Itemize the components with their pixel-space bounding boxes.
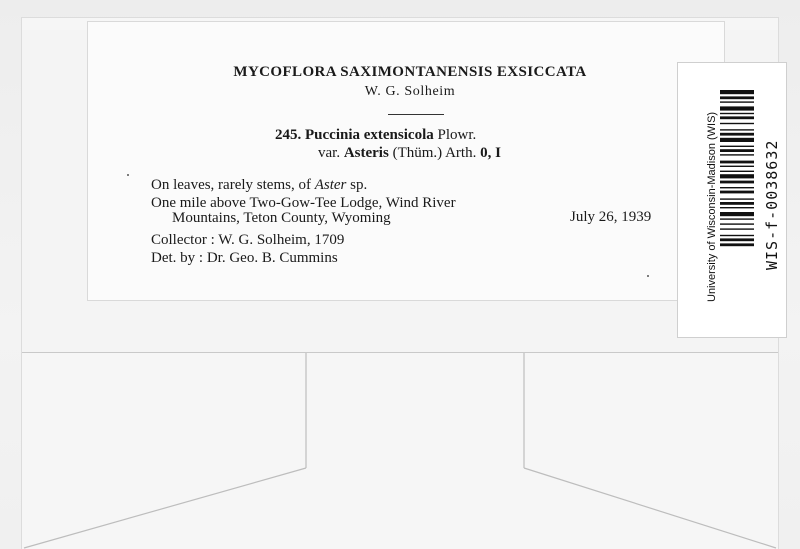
barcode-bar	[720, 129, 754, 130]
barcode-bar	[720, 123, 754, 124]
dust-speck	[127, 174, 129, 176]
barcode-bar	[720, 187, 754, 188]
barcode-bar	[720, 228, 754, 229]
barcode-bar	[720, 202, 754, 205]
barcode-bar	[720, 238, 754, 241]
barcode-bar	[720, 174, 754, 178]
series-author: W. G. Solheim	[364, 84, 456, 99]
barcode-bar	[720, 243, 754, 246]
barcode-bar	[720, 113, 754, 114]
barcode-bar	[720, 90, 754, 94]
barcode-bar	[720, 218, 754, 219]
collection-date: July 26, 1939	[570, 209, 652, 225]
barcode-bar	[720, 154, 754, 155]
variety-authority: (Thüm.) Arth.	[392, 145, 477, 161]
barcode-bar	[720, 207, 754, 208]
barcode-bar	[720, 166, 754, 167]
barcode-bar	[720, 101, 754, 102]
title-divider	[388, 114, 444, 115]
determiner-line: Det. by : Dr. Geo. B. Cummins	[151, 250, 338, 266]
barcode-bar	[720, 223, 754, 224]
series-title: MYCOFLORA SAXIMONTANENSIS EXSICCATA	[233, 64, 587, 80]
barcode-id: WIS-f-0038632	[763, 139, 781, 270]
host-line	[151, 177, 367, 194]
barcode-bar	[720, 161, 754, 164]
barcode-icon	[720, 90, 754, 310]
species-line	[275, 127, 476, 144]
barcode-bar	[720, 146, 754, 147]
barcode-bar	[720, 212, 754, 216]
barcode-bar	[720, 235, 754, 236]
barcode-bar	[720, 181, 754, 184]
barcode-institution: University of Wisconsin-Madison (WIS)	[706, 111, 718, 302]
spore-stages: 0, I	[480, 145, 501, 161]
barcode-bar	[720, 133, 754, 136]
locality-line-1: One mile above Two-Gow-Tee Lodge, Wind River	[151, 195, 456, 211]
variety-prefix: var.	[318, 145, 341, 161]
barcode-bar	[720, 106, 754, 110]
barcode-bar	[720, 138, 754, 142]
specimen-number: 245.	[275, 127, 302, 143]
barcode-bar	[720, 96, 754, 99]
collector-line: Collector : W. G. Solheim, 1709	[151, 232, 345, 248]
barcode-bar	[720, 149, 754, 152]
locality-line-2: Mountains, Teton County, Wyoming	[172, 210, 391, 226]
barcode-bar	[720, 198, 754, 199]
barcode-bar	[720, 191, 754, 194]
species-name: Puccinia extensicola	[305, 127, 434, 143]
variety-line	[318, 145, 501, 162]
species-authority: Plowr.	[437, 127, 477, 143]
barcode-bar	[720, 116, 754, 119]
host-prefix: On leaves, rarely stems, of	[151, 177, 315, 193]
dust-speck	[647, 275, 649, 277]
variety-name: Asteris	[343, 145, 389, 161]
host-genus: Aster	[314, 177, 347, 193]
host-suffix: sp.	[346, 177, 368, 193]
barcode-bar	[720, 171, 754, 172]
